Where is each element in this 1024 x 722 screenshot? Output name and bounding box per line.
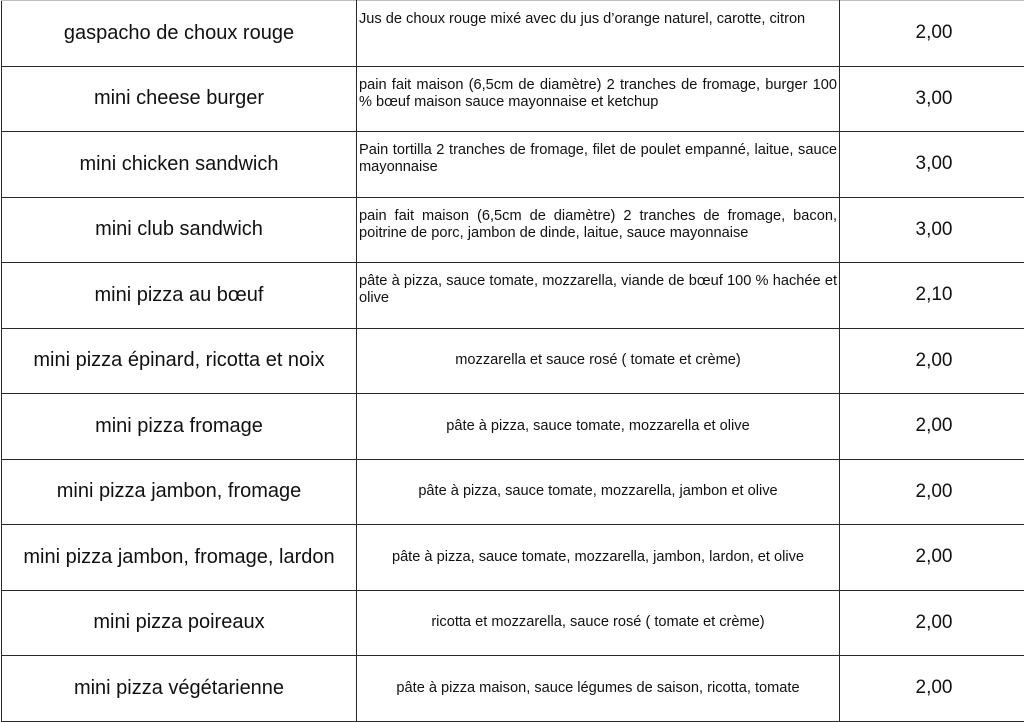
item-name-cell	[2, 656, 357, 722]
item-price-cell	[840, 132, 1024, 198]
item-name-cell	[2, 328, 357, 394]
item-name: mini club sandwich	[95, 218, 263, 240]
item-price: 3,00	[916, 219, 953, 240]
menu-row	[2, 1, 1024, 67]
item-description-cell	[357, 394, 840, 460]
item-description: pâte à pizza, sauce tomate, mozzarella, viande de bœuf 100 % hachée et olive	[359, 273, 837, 306]
item-name-cell	[2, 459, 357, 525]
item-price: 2,00	[916, 612, 953, 633]
item-description-cell	[357, 197, 840, 263]
item-price: 2,00	[916, 481, 953, 502]
item-name-cell	[2, 132, 357, 198]
menu-row	[2, 590, 1024, 656]
menu-row	[2, 328, 1024, 394]
item-price-cell	[840, 1, 1024, 67]
item-description-cell	[357, 328, 840, 394]
item-price-cell	[840, 394, 1024, 460]
menu-row	[2, 197, 1024, 263]
item-price: 2,00	[916, 22, 953, 43]
item-description-cell	[357, 132, 840, 198]
menu-table	[1, 0, 1024, 722]
menu-row	[2, 132, 1024, 198]
item-description: pâte à pizza, sauce tomate, mozzarella, jambon, lardon, et olive	[392, 549, 804, 565]
item-description-cell	[357, 656, 840, 722]
item-price: 2,00	[916, 677, 953, 698]
menu-row	[2, 459, 1024, 525]
item-price-cell	[840, 197, 1024, 263]
item-price-cell	[840, 328, 1024, 394]
item-description: pâte à pizza maison, sauce légumes de saison, ricotta, tomate	[396, 680, 799, 696]
menu-row	[2, 263, 1024, 329]
menu-row	[2, 394, 1024, 460]
item-name-cell	[2, 590, 357, 656]
item-name-cell	[2, 66, 357, 132]
menu-table-body	[2, 1, 1024, 722]
item-name-cell	[2, 394, 357, 460]
item-price: 2,00	[916, 350, 953, 371]
item-price: 3,00	[916, 88, 953, 109]
item-price: 2,00	[916, 546, 953, 567]
item-price: 3,00	[916, 153, 953, 174]
item-description-cell	[357, 590, 840, 656]
item-name-cell	[2, 525, 357, 591]
item-price-cell	[840, 590, 1024, 656]
item-description-cell	[357, 525, 840, 591]
item-name: mini pizza au bœuf	[95, 284, 264, 306]
item-description-cell	[357, 263, 840, 329]
item-description: Jus de choux rouge mixé avec du jus d’orange naturel, carotte, citron	[359, 11, 805, 27]
item-name-cell	[2, 197, 357, 263]
item-name: mini cheese burger	[94, 87, 264, 109]
item-description-cell	[357, 459, 840, 525]
item-description: pâte à pizza, sauce tomate, mozzarella, jambon et olive	[418, 483, 777, 499]
item-price: 2,10	[916, 284, 953, 305]
item-name: mini pizza poireaux	[93, 611, 264, 633]
item-name: mini chicken sandwich	[80, 153, 279, 175]
item-name-cell	[2, 1, 357, 67]
item-description: mozzarella et sauce rosé ( tomate et crème)	[455, 352, 741, 368]
item-description-cell	[357, 1, 840, 67]
item-price-cell	[840, 525, 1024, 591]
item-description: ricotta et mozzarella, sauce rosé ( tomate et crème)	[431, 614, 764, 630]
item-price-cell	[840, 66, 1024, 132]
item-name: mini pizza épinard, ricotta et noix	[33, 349, 324, 371]
item-name: gaspacho de choux rouge	[64, 22, 294, 44]
item-description: pain fait maison (6,5cm de diamètre) 2 tranches de fromage, burger 100 % bœuf maison sauce mayonnaise et ketchup	[359, 77, 837, 110]
item-description: pâte à pizza, sauce tomate, mozzarella et olive	[446, 418, 749, 434]
item-name: mini pizza jambon, fromage, lardon	[23, 546, 334, 568]
item-description: pain fait maison (6,5cm de diamètre) 2 tranches de fromage, bacon, poitrine de porc, jambon de dinde, laitue, sauce mayonnaise	[359, 208, 837, 241]
item-name: mini pizza jambon, fromage	[57, 480, 302, 502]
item-price-cell	[840, 263, 1024, 329]
menu-row	[2, 66, 1024, 132]
item-description: Pain tortilla 2 tranches de fromage, filet de poulet empanné, laitue, sauce mayonnaise	[359, 142, 837, 175]
item-name: mini pizza végétarienne	[74, 677, 284, 699]
menu-row	[2, 656, 1024, 722]
item-description-cell	[357, 66, 840, 132]
item-price: 2,00	[916, 415, 953, 436]
item-price-cell	[840, 459, 1024, 525]
menu-row	[2, 525, 1024, 591]
item-price-cell	[840, 656, 1024, 722]
item-name: mini pizza fromage	[95, 415, 263, 437]
item-name-cell	[2, 263, 357, 329]
